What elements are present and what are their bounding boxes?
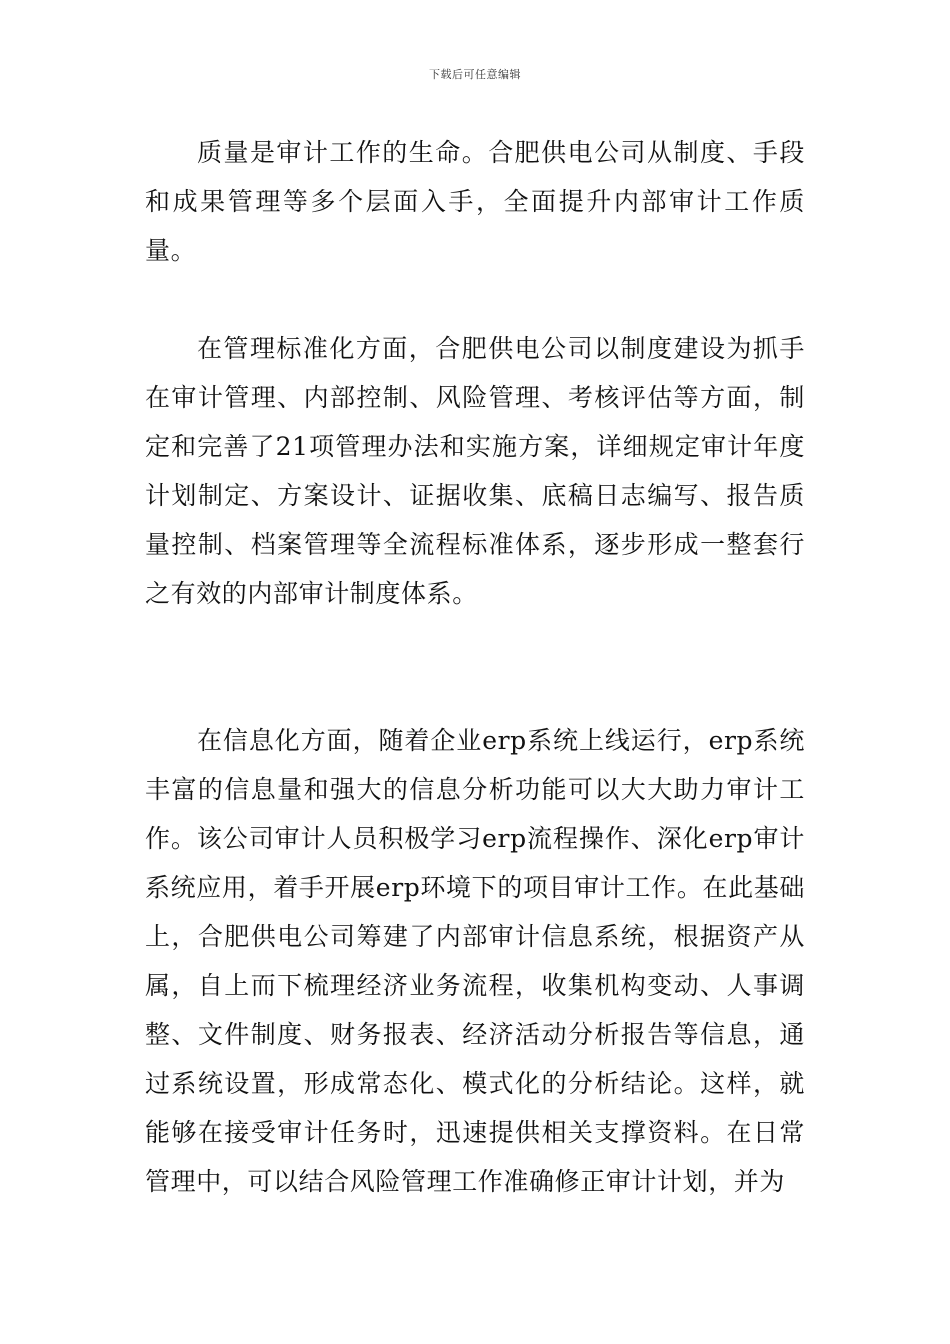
paragraph-informatization: 在信息化方面，随着企业erp系统上线运行，erp系统丰富的信息量和强大的信息分析功能可以大大助力审计工作。该公司审计人员积极学习erp流程操作、深化erp审计系统应用，着手开展erp环境下的项目审计工作。在此基础上，合肥供电公司筹建了内部审计信息系统，根据资产从属，自上而下梳理经济业务流程，收集机构变动、人事调整、文件制度、财务报表、经济活动分析报告等信息，通过系统设置，形成常态化、模式化的分析结论。这样，就能够在接受审计任务时，迅速提供相关支撑资料。在日常管理中，可以结合风险管理工作准确修正审计计划，并为 [145, 726, 805, 1196]
paragraph-quality-intro: 质量是审计工作的生命。合肥供电公司从制度、手段和成果管理等多个层面入手，全面提升内部审计工作质量。 [145, 138, 805, 265]
header-note: 下载后可任意编辑 [429, 68, 521, 81]
paragraph-management-standardization: 在管理标准化方面，合肥供电公司以制度建设为抓手在审计管理、内部控制、风险管理、考核评估等方面，制定和完善了21项管理办法和实施方案，详细规定审计年度计划制定、方案设计、证据收集、底稿日志编写、报告质量控制、档案管理等全流程标准体系，逐步形成一整套行之有效的内部审计制度体系。 [145, 334, 805, 608]
